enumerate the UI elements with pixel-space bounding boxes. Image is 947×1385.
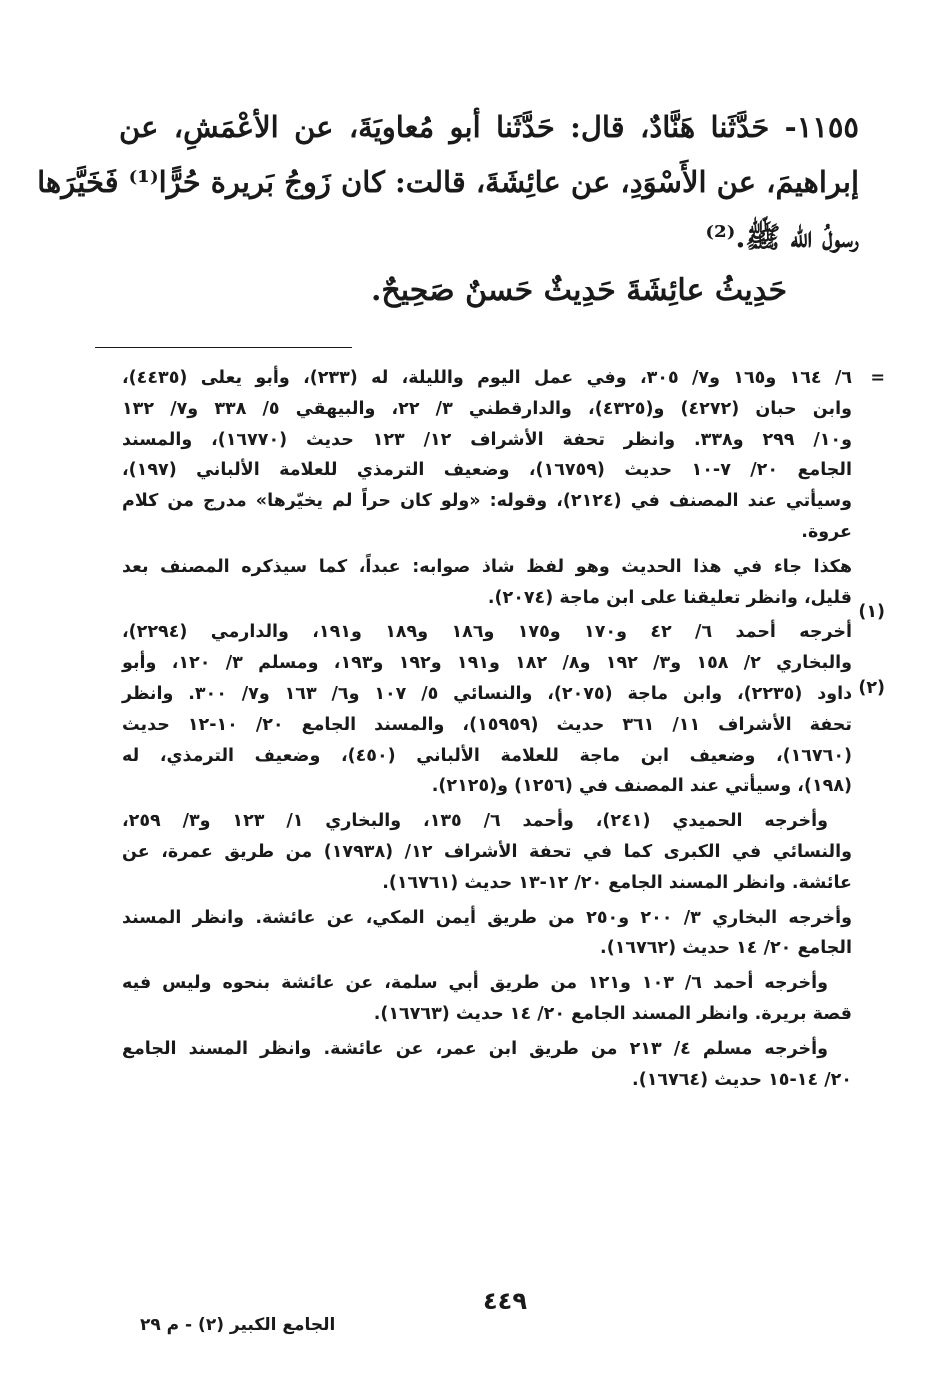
hadith-grade: حَدِيثُ عائِشَةَ حَدِيثٌ حَسنٌ صَحِيحٌ. bbox=[370, 273, 787, 308]
footnote-line: الجامع ٢٠/ ٧-١٠ حديث (١٦٧٥٩)، وضعيف الترمذي للعلامة الألباني (١٩٧)، bbox=[122, 460, 852, 481]
footnote-line: (١٦٧٦٠)، وضعيف ابن ماجة للعلامة الألباني (٤٥٠)، وضعيف الترمذي، له bbox=[122, 745, 852, 766]
footnote-line: وابن حبان (٤٢٧٢) و(٤٣٢٥)، والدارقطني ٣/ ٢٢، والبيهقي ٥/ ٣٣٨ و٧/ ١٣٢ bbox=[122, 398, 852, 419]
footnote-line: والبخاري ٢/ ١٥٨ و٣/ ١٩٢ و٨/ ١٨٢ و١٩١ و١٩٢ و١٩٣، ومسلم ٣/ ١٢٠، وأبو bbox=[122, 653, 853, 674]
footnote-line: ٦/ ١٦٤ و١٦٥ و٧/ ٣٠٥، وفي عمل اليوم والليلة، له (٢٣٣)، وأبو يعلى (٤٤٣٥)، bbox=[122, 368, 853, 388]
footnote-line: قصة بريرة. وانظر المسند الجامع ٢٠/ ١٤ حديث (١٦٧٦٣). bbox=[373, 1003, 852, 1024]
footnote-line: قليل، وانظر تعليقنا على ابن ماجة (٢٠٧٤). bbox=[487, 587, 852, 608]
signature-mark: الجامع الكبير (٢) - م ٢٩ bbox=[140, 1315, 336, 1335]
hadith-line: ١١٥٥- حَدَّثَنا هَنَّادٌ، قال: حَدَّثَنا أبو مُعاويَةَ، عن الأعْمَشِ، عن bbox=[119, 110, 859, 144]
hadith-line: إبراهيمَ، عن الأَسْوَدِ، عن عائِشَةَ، قالت: كان زَوجُ بَريرة حُرًّا⁽¹⁾ فَخَيَّرَها bbox=[37, 165, 859, 199]
footnote-number: (١) bbox=[858, 602, 885, 622]
footnote-line: وأخرجه البخاري ٣/ ٢٠٠ و٢٥٠ من طريق أيمن المكي، عن عائشة. وانظر المسند bbox=[122, 907, 853, 928]
footnote-line: ٢٠/ ١٤-١٥ حديث (١٦٧٦٤). bbox=[632, 1069, 852, 1090]
footnote-line: أخرجه أحمد ٦/ ٤٢ و١٧٠ و١٧٥ و١٨٦ و١٨٩ و١٩١، والدارمي (٢٢٩٤)، bbox=[122, 622, 852, 643]
footnote-line: عائشة. وانظر المسند الجامع ٢٠/ ١٢-١٣ حديث (١٦٧٦١). bbox=[382, 872, 852, 893]
page-number: ٤٤٩ bbox=[483, 1287, 527, 1315]
footnote-line: الجامع ٢٠/ ١٤ حديث (١٦٧٦٢). bbox=[600, 938, 852, 959]
footnote-line: وأخرجه الحميدي (٢٤١)، وأحمد ٦/ ١٣٥، والبخاري ١/ ١٢٣ و٣/ ٢٥٩، bbox=[122, 811, 828, 832]
footnote-line: داود (٢٢٣٥)، وابن ماجة (٢٠٧٥)، والنسائي ٥/ ١٠٧ و٦/ ١٦٣ و٧/ ٣٠٠. وانظر bbox=[122, 683, 853, 704]
footnote-line: والنسائي في الكبرى كما في تحفة الأشراف ١٢/ (١٧٩٣٨) من طريق عمرة، عن bbox=[122, 841, 852, 862]
hadith-line: رسولُ الله ﷺ.⁽²⁾ bbox=[705, 220, 859, 254]
footnotes bbox=[122, 363, 852, 1095]
footnote-separator bbox=[95, 347, 352, 348]
footnote-line: عروة. bbox=[801, 521, 852, 542]
footnote-line: وأخرجه أحمد ٦/ ١٠٣ و١٢١ من طريق أبي سلمة، عن عائشة بنحوه وليس فيه bbox=[122, 973, 828, 994]
continuation-marker: = bbox=[870, 368, 885, 388]
footnote-line: تحفة الأشراف ١١/ ٣٦١ حديث (١٥٩٥٩)، والمسند الجامع ٢٠/ ١٠-١٢ حديث bbox=[122, 714, 852, 735]
footnote-line: (١٩٨)، وسيأتي عند المصنف في (١٢٥٦) و(٢١٢٥). bbox=[431, 776, 852, 797]
footnote-line: وأخرجه مسلم ٤/ ٢١٣ من طريق ابن عمر، عن عائشة. وانظر المسند الجامع bbox=[122, 1038, 829, 1059]
footnote-line: وسيأتي عند المصنف في (٢١٢٤)، وقوله: «ولو كان حراً لم يخيّرها» مدرج من كلام bbox=[122, 491, 852, 512]
footnote-line: و١٠/ ٢٩٩ و٣٣٨. وانظر تحفة الأشراف ١٢/ ١٢٣ حديث (١٦٧٧٠)، والمسند bbox=[122, 429, 852, 450]
footnote-number: (٢) bbox=[858, 678, 885, 698]
hadith-text bbox=[37, 100, 859, 265]
footnote-line: هكذا جاء في هذا الحديث وهو لفظ شاذ صوابه: عبداً، كما سيذكره المصنف بعد bbox=[122, 556, 852, 577]
